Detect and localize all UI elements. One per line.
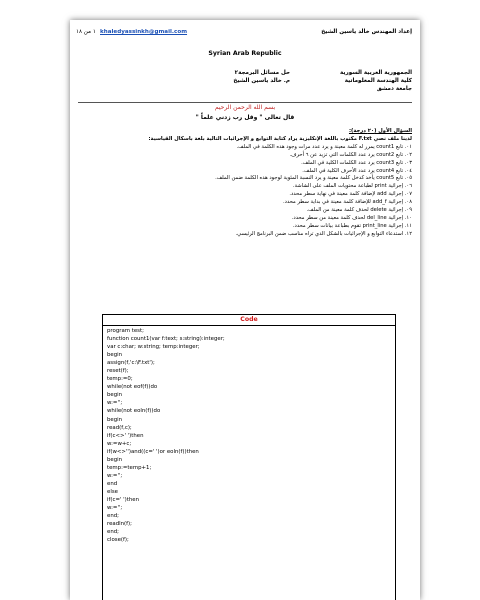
course-line: م. خالد ياسين الشيخ bbox=[233, 77, 290, 84]
document-page bbox=[70, 20, 420, 600]
question-item: ٠٥. تابع count5 يأخذ كدخل كلمة معينة و يرد النسبة المئوية لوجود هذه الكلمة ضمن الملف. bbox=[215, 175, 412, 182]
page-header bbox=[76, 29, 412, 39]
course-line: حل مسائل البرمجة٢ bbox=[234, 70, 290, 76]
question-item: ٠٤. تابع count4 يرد عدد الأحرف الكلية في الملف. bbox=[302, 167, 412, 174]
page-number: ١ من ١٨ bbox=[76, 29, 96, 35]
code-line: if(c<>' ')then bbox=[107, 432, 144, 439]
institution-right bbox=[340, 70, 412, 93]
code-line: w:=''; bbox=[107, 505, 123, 512]
code-line: while(not eoln(f))do bbox=[107, 408, 161, 415]
institution-left bbox=[190, 70, 290, 86]
institution-line: كلية الهندسة المعلوماتية bbox=[344, 77, 412, 84]
code-line: function count1(var f:text; s:string):integer; bbox=[107, 336, 225, 343]
code-line: end bbox=[107, 480, 118, 487]
question-item: ٠٩. إجرائية delete لحذف كلمة معينة من الملف. bbox=[306, 207, 412, 214]
code-line: program test; bbox=[107, 328, 144, 334]
question-item: ٠٦. إجرائية print لطباعة محتويات الملف على الشاشة. bbox=[292, 183, 412, 190]
institution-line: الجمهورية العربية السورية bbox=[340, 70, 412, 76]
institution-block bbox=[70, 70, 420, 102]
code-line: begin bbox=[107, 352, 123, 359]
institution-line: جامعة دمشق bbox=[376, 85, 412, 92]
code-line: w:=''; bbox=[107, 472, 123, 479]
code-line: reset(f); bbox=[107, 368, 129, 375]
code-box bbox=[102, 314, 396, 600]
code-line: close(f); bbox=[107, 537, 129, 544]
code-lines bbox=[103, 326, 395, 545]
author-name: إعداد المهندس خالد ياسين الشيخ bbox=[321, 29, 412, 35]
question-item: ٠٧. إجرائية add لإضافة كلمة معينة في نهاية سطر محدد. bbox=[289, 191, 412, 198]
code-header: Code bbox=[103, 315, 395, 326]
code-line: readln(f); bbox=[107, 521, 132, 528]
code-line: if(w<>'')and((c=' ')or eoln(f))then bbox=[107, 448, 199, 455]
verse: قال تعالى " وقل رب زدني علماً " bbox=[195, 114, 295, 121]
question-intro: لدينا ملف نصي F.txt مكتوب باللغة الإنكليزية يراد كتابة التوابع و الإجرائيات التالية بلغة باسكال القياسية: bbox=[148, 135, 412, 142]
code-line: if(c=' ')then bbox=[107, 496, 140, 503]
question-item: ١٢. استدعاء التوابع و الإجرائيات بالشكل الذي تراه مناسب ضمن البرنامج الرئيسي. bbox=[235, 230, 412, 237]
basmala: بسم الله الرحمن الرحيم bbox=[214, 104, 276, 111]
code-line: var c:char; w:string; temp:integer; bbox=[107, 344, 200, 351]
code-line: end; bbox=[107, 529, 119, 536]
question-item: ١١. إجرائية print_line تقوم بطباعة بيانات سطر محدد. bbox=[292, 222, 412, 229]
code-line: temp:=temp+1; bbox=[107, 464, 152, 471]
code-line: w:=''; bbox=[107, 400, 123, 407]
code-line: else bbox=[107, 488, 118, 495]
code-line: read(f,c); bbox=[107, 424, 132, 431]
question-item: ٠٨. إجرائية add_f للإضافة كلمة معينة في بداية سطر محدد. bbox=[282, 199, 412, 206]
code-line: begin bbox=[107, 392, 123, 399]
code-line: while(not eof(f))do bbox=[107, 384, 158, 391]
republic-title: Syrian Arab Republic bbox=[208, 50, 282, 57]
question-item: ٠٣. تابع count3 يرد عدد الكلمات الكلية في الملف. bbox=[301, 159, 412, 166]
code-line: assign(f,'c:\F.txt'); bbox=[107, 360, 155, 367]
question-item: ١٠. إجرائية del_line لحذف كلمة معينة من سطر محدد. bbox=[291, 214, 412, 221]
question-section bbox=[76, 128, 412, 239]
question-item: ٠١. تابع count1 يمرر له كلمة معينة و يرد عدد مرات وجود هذه الكلمة في الملف. bbox=[236, 143, 412, 150]
question-item: ٠٢. تابع count2 يرد عدد الكلمات التي تزيد عن ٦ أحرف. bbox=[289, 151, 412, 158]
code-line: w:=w+c; bbox=[107, 440, 132, 447]
author-email-link[interactable]: khaledyassinkh@gmail.com bbox=[100, 29, 188, 35]
code-line: begin bbox=[107, 416, 123, 423]
code-line: end; bbox=[107, 513, 119, 520]
divider bbox=[78, 102, 412, 103]
code-line: begin bbox=[107, 456, 123, 463]
question-title: السؤال الأول (٢٠ درجة): bbox=[348, 128, 412, 134]
code-line: temp:=0; bbox=[107, 376, 133, 383]
